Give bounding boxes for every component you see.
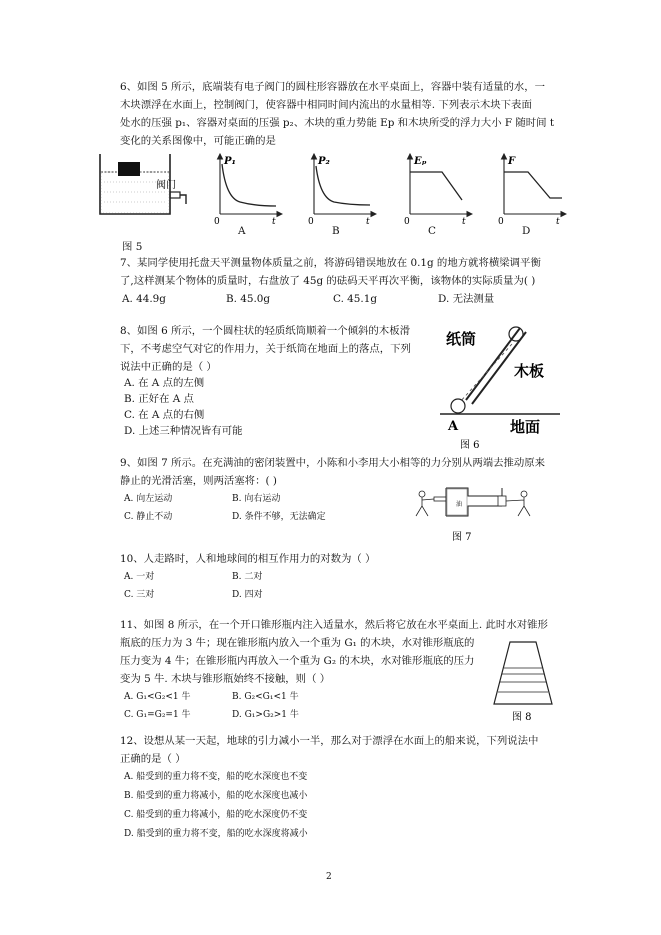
graph-c-t: t [462,217,466,227]
page-number: 2 [326,872,332,882]
q12-option-c: C. 船受到的重力将减小，船的吃水深度仍不变 [124,810,308,820]
figure-8 [490,638,560,722]
q11-line-3: 压力变为 4 牛；在锥形瓶内再放入一个重为 G₂ 的木块，水对锥形瓶底的压力 [120,655,475,667]
q10-option-a: A. 一对 [124,572,155,582]
graph-c-ylabel: Eₚ [414,156,427,167]
graph-d-ylabel: F [508,156,516,167]
q8-line-2: 下，不考虑空气对它的作用力，关于纸筒在地面上的落点，下列 [120,343,411,355]
q9-option-c: C. 静止不动 [124,512,173,522]
graph-c-letter: C [428,225,436,237]
graph-a-t: t [272,217,276,227]
q8-option-d: D. 上述三种情况皆有可能 [124,425,243,437]
figure-6 [440,320,560,450]
graph-d-t: t [556,217,560,227]
graph-b-origin: 0 [308,217,314,227]
q9-option-d: D. 条件不够，无法确定 [232,512,326,522]
q6-line-2: 木块漂浮在水面上，控制阀门，使容器中相同时间内流出的水量相等. 下列表示木块下表面 [120,99,532,111]
q11-line-1: 11、如图 8 所示，在一个开口锥形瓶内注入适量水，然后将它放在水平桌面上. 此时水对锥形 [120,619,548,631]
q10-line-1: 10、人走路时，人和地球间的相互作用力的对数为（ ） [120,553,376,565]
graph-b-t: t [366,217,370,227]
oil-mark: 油 [456,501,463,508]
q8-line-3: 说法中正确的是（ ） [120,361,217,373]
q9-option-b: B. 向右运动 [232,494,281,504]
graph-c [404,154,472,227]
figure-5-container [96,150,196,222]
graph-c-origin: 0 [404,217,410,227]
q12-line-2: 正确的是（ ） [120,753,186,765]
q11-line-4: 变为 5 牛. 木块与锥形瓶始终不接触，则（ ） [120,673,331,685]
q8-option-b: B. 正好在 A 点 [124,393,194,405]
q10-option-b: B. 二对 [232,572,263,582]
tube-bottom-icon [451,399,465,413]
q6-line-4: 变化的关系图像中，可能正确的是 [120,135,276,147]
q11-option-c: C. G₁=G₂=1 牛 [124,710,191,720]
q7-option-a: A. 44.9g [122,293,166,305]
q11-option-d: D. G₁>G₂>1 牛 [232,710,299,720]
point-a-label: A [448,419,459,434]
figure-6-caption: 图 6 [460,440,480,451]
q12-option-d: D. 船受到的重力将不变，船的吃水深度将减小 [124,829,308,839]
q9-line-2: 静止的光滑活塞，则两活塞将：( ) [120,475,277,487]
q7-option-b: B. 45.0g [226,293,271,305]
tube-label: 纸筒 [446,330,477,348]
figure-5-graphs [210,150,610,230]
q8-option-c: C. 在 A 点的右侧 [124,409,205,421]
figure-8-caption: 图 8 [512,712,532,723]
q12-line-1: 12、设想从某一天起，地球的引力减小一半，那么对于漂浮在水面上的船来说，下列说法中 [120,735,539,747]
graph-b-letter: B [332,225,340,237]
q12-option-a: A. 船受到的重力将不变，船的吃水深度也不变 [124,772,308,782]
figure-5-caption: 图 5 [122,241,143,253]
graph-a-origin: 0 [214,217,220,227]
graph-d [498,154,566,227]
q7-option-d: D. 无法测量 [438,293,495,305]
graph-d-origin: 0 [498,217,504,227]
figure-7 [410,484,540,544]
figure-7-caption: 图 7 [452,532,472,543]
q9-option-a: A. 向左运动 [124,494,173,504]
q12-option-b: B. 船受到的重力将减小，船的吃水深度也减小 [124,791,308,801]
q7-line-2: 了,这样测某个物体的质量时，右盘放了 45g 的砝码天平再次平衡，该物体的实际质量为( ) [120,275,536,287]
q10-option-c: C. 三对 [124,590,155,600]
q6-line-1: 6、如图 5 所示，底端装有电子阀门的圆柱形容器放在水平桌面上，容器中装有适量的水，一 [120,81,546,93]
q7-line-1: 7、某同学使用托盘天平测量物体质量之前，将游码错误地放在 0.1g 的地方就将横梁调平衡 [120,257,541,269]
q11-option-a: A. G₁<G₂<1 牛 [124,692,191,702]
ground-label: 地面 [510,418,541,436]
graph-a-ylabel: P₁ [224,156,236,167]
q11-line-2: 瓶底的压力为 3 牛；现在锥形瓶内放入一个重为 G₁ 的木块，水对锥形瓶底的 [120,637,475,649]
graph-a-letter: A [238,225,246,237]
q9-line-1: 9、如图 7 所示。在充满油的密闭装置中，小陈和小李用大小相等的力分别从两端去推动原来 [120,457,546,469]
valve-label: 阀门 [156,180,176,191]
graph-b-ylabel: P₂ [318,156,330,167]
graph-d-letter: D [522,225,531,237]
q7-option-c: C. 45.1g [333,293,377,305]
q6-line-3: 处水的压强 p₁、容器对桌面的压强 p₂、木块的重力势能 Ep 和木块所受的浮力大小 F 随时间 t [120,117,555,129]
q8-line-1: 8、如图 6 所示，一个圆柱状的轻质纸筒顺着一个倾斜的木板滑 [120,325,410,337]
q10-option-d: D. 四对 [232,590,263,600]
board-label: 木板 [514,362,545,380]
q8-option-a: A. 在 A 点的左侧 [124,377,205,389]
q11-option-b: B. G₂<G₁<1 牛 [232,692,299,702]
graph-a [214,154,282,227]
graph-b [308,154,376,227]
